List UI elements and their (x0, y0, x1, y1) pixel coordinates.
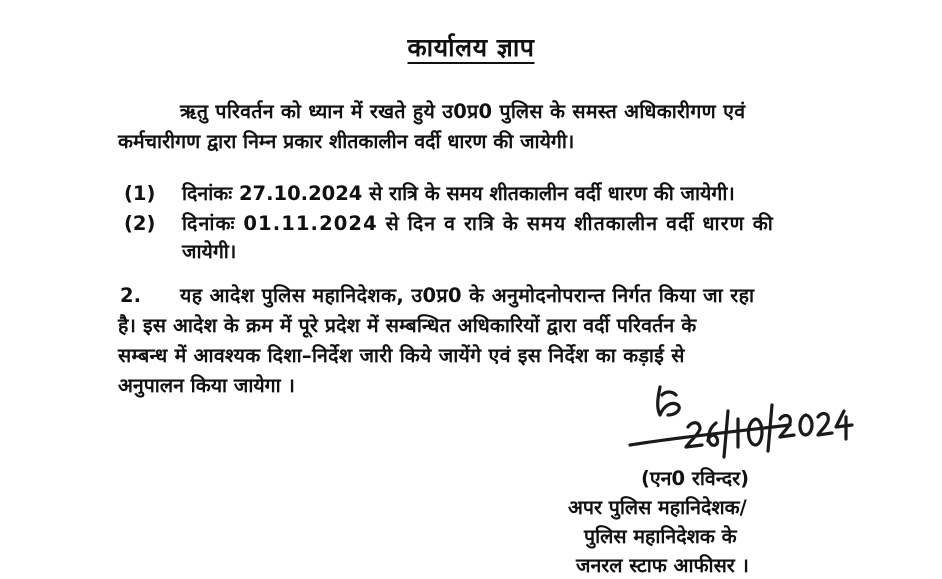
item-2-text-line-1: दिनांकः 01.11.2024 से दिन व रात्रि के समय शीतकालीन वर्दी धारण की (182, 212, 774, 235)
para-2-line-2: है। इस आदेश के क्रम में पूरे प्रदेश में सम्बन्धित अधिकारियों द्वारा वर्दी परिवर्तन के (118, 314, 697, 337)
signatory-designation-2: पुलिस महानिदेशक के (584, 525, 737, 548)
item-1-number: (1) (124, 182, 156, 205)
signatory-name: (एन0 रविन्दर) (640, 467, 749, 490)
para-2-line-4: अनुपालन किया जायेगा । (118, 374, 295, 397)
para-2-line-1: यह आदेश पुलिस महानिदेशक, उ0प्र0 के अनुमोदनोपरान्त निर्गत किया जा रहा (180, 284, 755, 307)
intro-line-2: कर्मचारीगण द्वारा निम्न प्रकार शीतकालीन वर्दी धारण की जायेगी। (118, 130, 575, 153)
para-2-line-3: सम्बन्ध में आवश्यक दिशा–निर्देश जारी किये जायेंगे एवं इस निर्देश का कड़ाई से (118, 344, 685, 367)
item-2-text-line-2: जायेगी। (182, 240, 237, 263)
intro-text-1: ऋतु परिवर्तन को ध्यान में रखते हुये उ0प्र0 पुलिस के समस्त अधिकारीगण एवं (180, 100, 746, 123)
item-2-number: (2) (124, 212, 156, 235)
intro-line-1 (180, 98, 885, 126)
signatory-designation-3: जनरल स्टाफ आफीसर । (576, 554, 749, 577)
handwritten-signature (620, 375, 860, 470)
signatory-block (560, 465, 820, 579)
item-1-text: दिनांकः 27.10.2024 से रात्रि के समय शीतकालीन वर्दी धारण की जायेगी। (182, 182, 735, 205)
signatory-designation-1: अपर पुलिस महानिदेशक/ (568, 496, 747, 519)
document-title: कार्यालय ज्ञाप (407, 33, 535, 62)
para-2-number: 2. (120, 284, 141, 307)
